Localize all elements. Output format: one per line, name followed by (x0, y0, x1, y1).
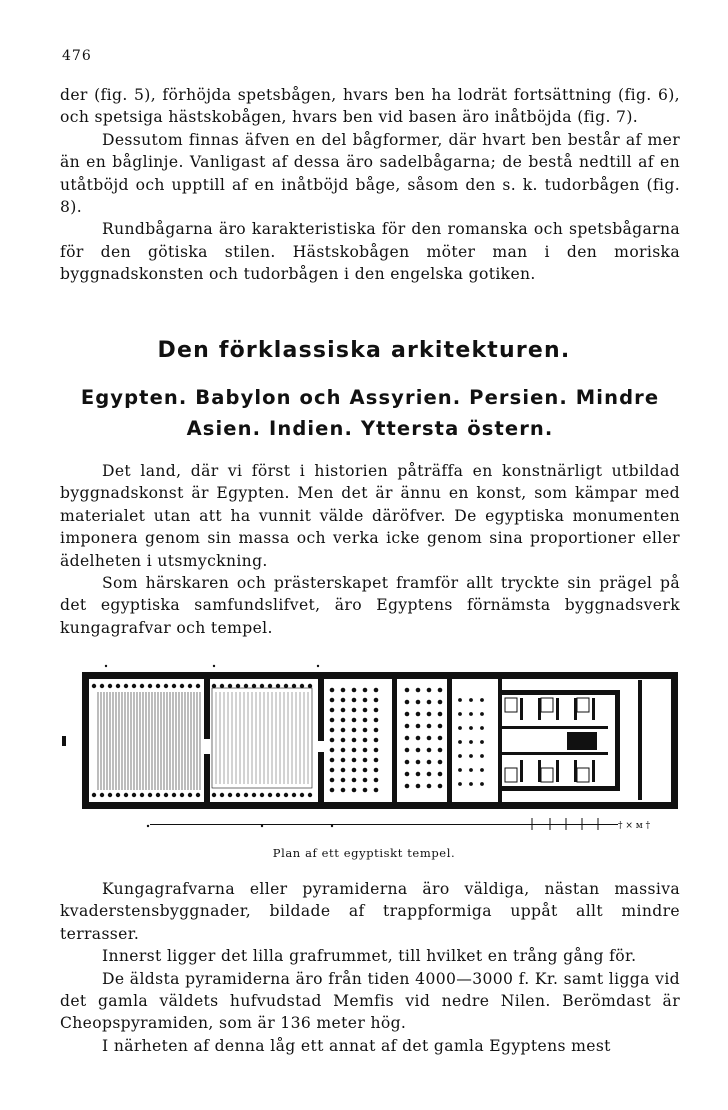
paragraph: der (fig. 5), förhöjda spetsbågen, hvars ben ha lodrät fortsättning (fig. 6), och spetsiga hästskobågen, hvars ben vid basen äro inåtböjda (fig. 7). (60, 86, 680, 127)
paragraph: Rundbågarna äro karakteristiska för den romanska och spetsbågarna för den götiska stilen. Hästskobågen möter man i den moriska byggnadskonsten och tudorbågen i den engelska gotiken. (60, 220, 680, 284)
paragraph: Innerst ligger det lilla grafrummet, till hvilket en trång gång för. (102, 947, 637, 966)
paragraph: Dessutom finnas äfven en del bågformer, där hvart ben består af mer än en båglinje. Vanligast af dessa äro sadelbågarna; de bestå nedtill af en utåtböjd och upptill af en inåtböjd båge, såsom den s. k. tudorbågen (fig. 8). (60, 130, 680, 217)
paragraph: I närheten af denna låg ett annat af det gamla Egyptens mest (102, 1036, 611, 1055)
scale-label: † × м † (618, 821, 651, 831)
temple-plan-drawing (62, 660, 678, 840)
section-title: Den förklassiska arkitekturen. (157, 338, 571, 363)
intro-text (60, 84, 680, 286)
paragraph: De äldsta pyramiderna äro från tiden 4000—3000 f. Kr. samt ligga vid det gamla väldets hufvudstad Memfis vid nedre Nilen. Berömdast är Cheopspyramiden, som är 136 meter hög. (60, 969, 680, 1033)
section-subtitle: Egypten. Babylon och Assyrien. Persien. Mindre Asien. Indien. Yttersta östern. (80, 386, 660, 440)
page-number: 476 (62, 48, 92, 64)
body-text (60, 460, 680, 639)
temple-plan-figure (62, 660, 678, 840)
paragraph: Som härskaren och prästerskapet framför allt tryckte sin prägel på det egyptiska samfundslifvet, äro Egyptens förnämsta byggnadsverk kungagrafvar och tempel. (60, 574, 680, 637)
closing-text (60, 878, 680, 1057)
paragraph: Kungagrafvarna eller pyramiderna äro väldiga, nästan massiva kvaderstensbyggnader, bildade af trappformiga uppåt allt mindre terrasser. (60, 880, 680, 943)
figure-caption: Plan af ett egyptiskt tempel. (272, 846, 456, 860)
paragraph: Det land, där vi först i historien påträffa en konstnärligt utbildad byggnadskonst är Egypten. Men det är ännu en konst, som kämpar med materialet utan att ha vunnit välde däröfver. De egyptiska monumenten imponera genom sin massa och verka icke genom sina proportioner eller ädelheten i utsmyckning. (60, 462, 680, 570)
